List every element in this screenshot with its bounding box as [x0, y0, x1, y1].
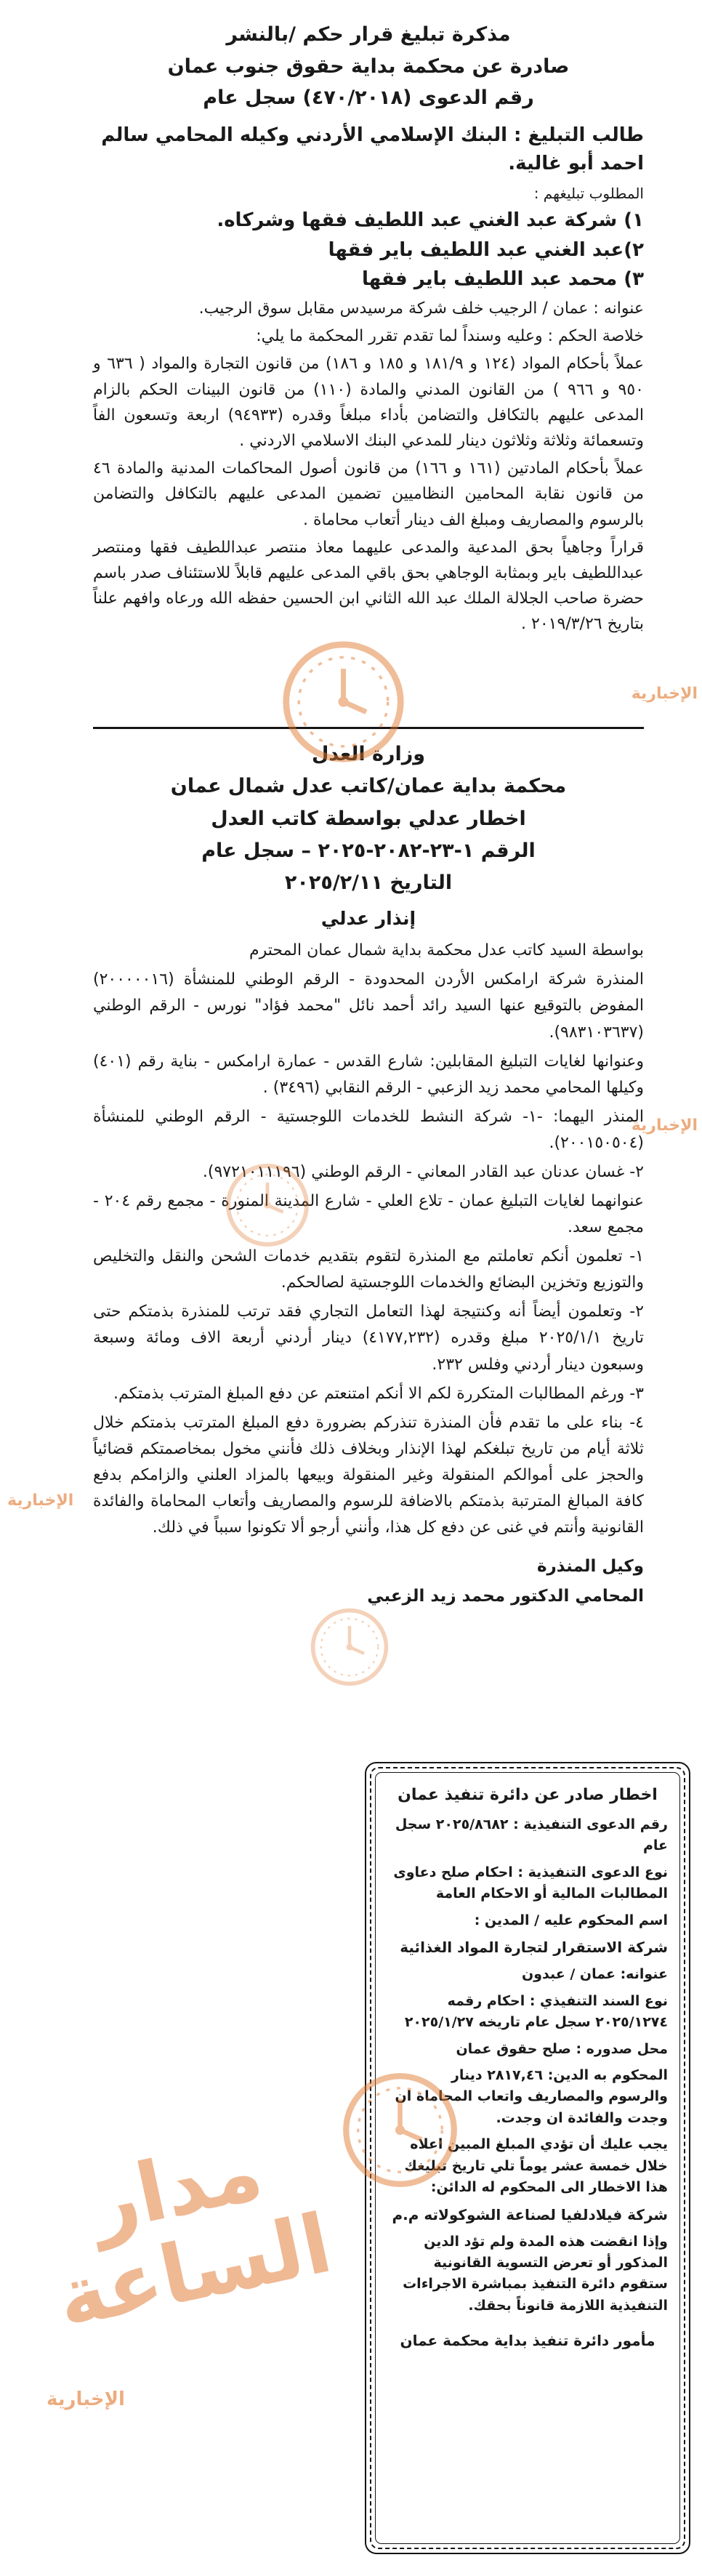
notice1-requester: طالب التبليغ : البنك الإسلامي الأردني وكيله المحامي سالم احمد أبو غالية. — [101, 124, 644, 175]
notice2-paragraph: المنذر اليهما: -١- شركة النشط للخدمات اللوجستية - الرقم الوطني للمنشأة (٢٠٠١٥٠٥٠٤). — [93, 1107, 644, 1152]
notice2-paragraph: ٢- وتعلمون أيضاً أنه وكنتيجة لهذا التعامل التجاري فقد ترتب للمنذرة بذمتكم حتى تاريخ ٢٠٢٥/١/١ مبلغ وقدره (٤١٧٧,٢٣٢) دينار أردني أربعة الاف ومائة وسبعة وسبعون دينار أردني وفلس ٢٣٢. — [93, 1303, 644, 1374]
notice2-paragraph: عنوانهما لغايات التبليغ عمان - تلاع العلي - شارع المدينة المنورة - مجمع رقم ٢٠٤ - مجمع سعد. — [93, 1192, 644, 1237]
notice2-signature-name: المحامي الدكتور محمد زيد الزعبي — [367, 1587, 644, 1606]
notice3-deadline-warning: وإذا انقضت هذه المدة ولم تؤد الدين المذكور أو تعرض التسوية القانونية ستقوم دائرة التنفيذ بمباشرة الاجراءات التنفيذية اللازمة قانوناً بحقك. — [403, 2233, 668, 2314]
notice2-paragraph: ١- تعلمون أنكم تعاملتم مع المنذرة لتقوم بتقديم خدمات الشحن والنقل والتخليص والتوزيع وتخزين البضائع والخدمات اللوجستية لصالحكم. — [93, 1247, 644, 1292]
notice3-case-number: رقم الدعوى التنفيذية : ٢٠٢٥/٨٦٨٢ سجل عام — [395, 1816, 668, 1854]
defendant-2: ٢)عبد الغني عبد اللطيف باير فقها — [328, 238, 644, 261]
notice1-court: صادرة عن محكمة بداية حقوق جنوب عمان — [167, 55, 570, 78]
notice3-case-type: نوع الدعوى التنفيذية : احكام صلح دعاوى المطالبات المالية أو الاحكام العامة — [393, 1864, 668, 1902]
stamp-frame-inner — [375, 1772, 680, 2544]
brand-watermark: مدار الساعة — [49, 2123, 339, 2346]
notice2-ministry: وزارة العدل — [311, 743, 426, 765]
clock-logo-watermark-icon — [309, 1606, 390, 1688]
notice3-issue-place: محل صدوره : صلح حقوق عمان — [456, 2040, 668, 2057]
notice1-paragraph: خلاصة الحكم : وعليه وسنداً لما تقدم تقرر المحكمة ما يلي: — [256, 327, 644, 346]
notice3-officer-signature: مأمور دائرة تنفيذ بداية محكمة عمان — [400, 2332, 655, 2350]
stamp-frame-pattern — [370, 1767, 685, 2549]
notice3-payment-instruction: يجب عليك أن تؤدي المبلغ المبين اعلاه خلال خمسة عشر يوماً تلي تاريخ تبليغك هذا الاخطار الى المحكوم له الدائن: — [404, 2136, 668, 2196]
notice3-creditor-name: شركة فيلادلفيا لصناعة الشوكولاته م.م — [392, 2205, 668, 2223]
notice2-paragraph: ٤- بناء على ما تقدم فأن المنذرة تنذركم بضرورة دفع المبلغ المترتب بذمتكم خلال ثلاثة أيام من تاريخ تبلغكم لهذا الإنذار وبخلاف ذلك فأنني مخول بمخاصمتكم قضائياً والحجز على أموالكم المنقولة وغير المنقولة وبيعها بالمزاد العلني والزامكم بدفع كافة المبالغ المترتبة بذمتكم بالاضافة للرسوم والمصاريف وأتعاب المحاماة والفائدة القانونية وأنتم في غنى عن دفع كل هذا، وأنني أرجو ألا تكونوا سبباً في ذلك. — [93, 1413, 644, 1537]
news-watermark-label: الإخبارية — [631, 1116, 698, 1135]
defendant-3: ٣) محمد عبد اللطيف باير فقها — [361, 267, 644, 290]
notice-judicial-warning — [93, 738, 644, 1611]
notice3-debtor-label: اسم المحكوم عليه / المدين : — [474, 1912, 668, 1928]
notice3-debtor-name: شركة الاستقرار لتجارة المواد الغذائية — [400, 1939, 668, 1957]
notice2-court: محكمة بداية عمان/كاتب عدل شمال عمان — [170, 775, 567, 798]
defendant-1: ١) شركة عبد الغني عبد اللطيف فقها وشركاه. — [217, 209, 644, 232]
stamp-frame-outer — [365, 1762, 690, 2554]
notice1-notify-label: المطلوب تبليغهم : — [533, 185, 644, 203]
notice1-paragraph: قراراً وجاهياً بحق المدعية والمدعى عليهما معاذ منتصر عبداللطيف فقها ومنتصر عبداللطيف باير وبمثابة الوجاهي بحق باقي المدعى عليهم قابلاً للاستئناف صدر باسم حضرة صاحب الجلالة الملك عبد الله الثاني ابن الحسين حفظه الله ورعاه وافهم علناً بتاريخ ٢٠١٩/٣/٢٦ . — [93, 538, 644, 634]
notice2-heading: إنذار عدلي — [320, 908, 416, 930]
notice2-number-line: الرقم ١-٢٣-٢٠٨٢-٢٠٢٥ – سجل عام — [201, 839, 536, 862]
notice1-paragraph: عملاً بأحكام المادتين (١٦١ و ١٦٦) من قانون أصول المحاكمات المدنية والمادة ٤٦ من قانون نقابة المحامين النظاميين تضمين المدعى عليهم بالتكافل والتضامن بالرسوم والمصاريف ومبلغ الف دينار أتعاب محاماة . — [93, 459, 644, 529]
notice2-paragraph: ٢- غسان عدنان عبد القادر المعاني - الرقم الوطني (٩٧٢١٠١١١٩٦). — [202, 1162, 644, 1181]
notice2-paragraph: بواسطة السيد كاتب عدل محكمة بداية شمال عمان المحترم — [249, 941, 644, 960]
notice-court-ruling — [93, 19, 644, 637]
notice-execution-dept — [365, 1762, 690, 2554]
notice1-paragraph: عنوانه : عمان / الرجيب خلف شركة مرسيدس مقابل سوق الرجيب. — [198, 299, 644, 318]
news-watermark-label: الإخبارية — [7, 1492, 74, 1510]
notice2-paragraph: ٣- ورغم المطالبات المتكررة لكم الا أنكم امتنعتم عن دفع المبلغ المترتب بذمتكم. — [113, 1384, 644, 1403]
notice2-signature-title: وكيل المنذرة — [536, 1557, 644, 1577]
notice1-paragraph: عملاً بأحكام المواد (١٢٤ و ١٨١/٩ و ١٨٥ و ١٨٦) من قانون التجارة والمواد ( ٦٣٦ و ٩٥٠ و ٩٦٦ ) من القانون المدني والمادة (١١٠) من قانون البينات الحكم بالزام المدعى عليهم بالتكافل والتضامن بأداء مبلغاً وقدره (٩٤٩٣٣) اربعة وتسعون الفاً وتسعمائة وثلاثة وثلاثون دينار للمدعي البنك الاسلامي الاردني . — [93, 355, 644, 451]
news-watermark-label: الإخبارية — [631, 685, 698, 703]
notice1-case-number: رقم الدعوى (٤٧٠/٢٠١٨) سجل عام — [203, 86, 534, 110]
notice1-title: مذكرة تبليغ قرار حكم /بالنشر — [226, 23, 511, 46]
notice2-doc-type: اخطار عدلي بواسطة كاتب العدل — [211, 807, 526, 830]
section-divider-line — [93, 727, 644, 729]
notice3-title: اخطار صادر عن دائرة تنفيذ عمان — [398, 1786, 658, 1804]
news-watermark-label: الإخبارية — [47, 2388, 125, 2410]
notice3-judgment-amount: المحكوم به الدين: ٢٨١٧,٤٦ دينار والرسوم والمصاريف واتعاب المحاماة ان وجدت والفائدة ان وجدت. — [395, 2066, 668, 2126]
notice2-paragraph: المنذرة شركة ارامكس الأردن المحدودة - الرقم الوطني للمنشأة (٢٠٠٠٠٠١٦) المفوض بالتوقيع عنها السيد رائد أحمد نائل "محمد فؤاد" نورس - الرقم الوطني (٩٨٣١٠٣٦٣٧). — [93, 970, 644, 1042]
notice2-paragraph: وعنوانها لغايات التبليغ المقابلين: شارع القدس - عمارة ارامكس - بناية رقم (٤٠١) وكيلها المحامي محمد زيد الزعبي - الرقم النقابي (٣٤٩٦) . — [93, 1052, 644, 1097]
notice2-date-line: التاريخ ٢٠٢٥/٢/١١ — [284, 872, 453, 895]
notice3-address: عنوانه: عمان / عبدون — [521, 1966, 668, 1983]
notice3-writ-details: نوع السند التنفيذي : احكام رقمه ٢٠٢٥/١٢٧٤ سجل عام تاريخه ٢٠٢٥/١/٢٧ — [404, 1992, 668, 2031]
